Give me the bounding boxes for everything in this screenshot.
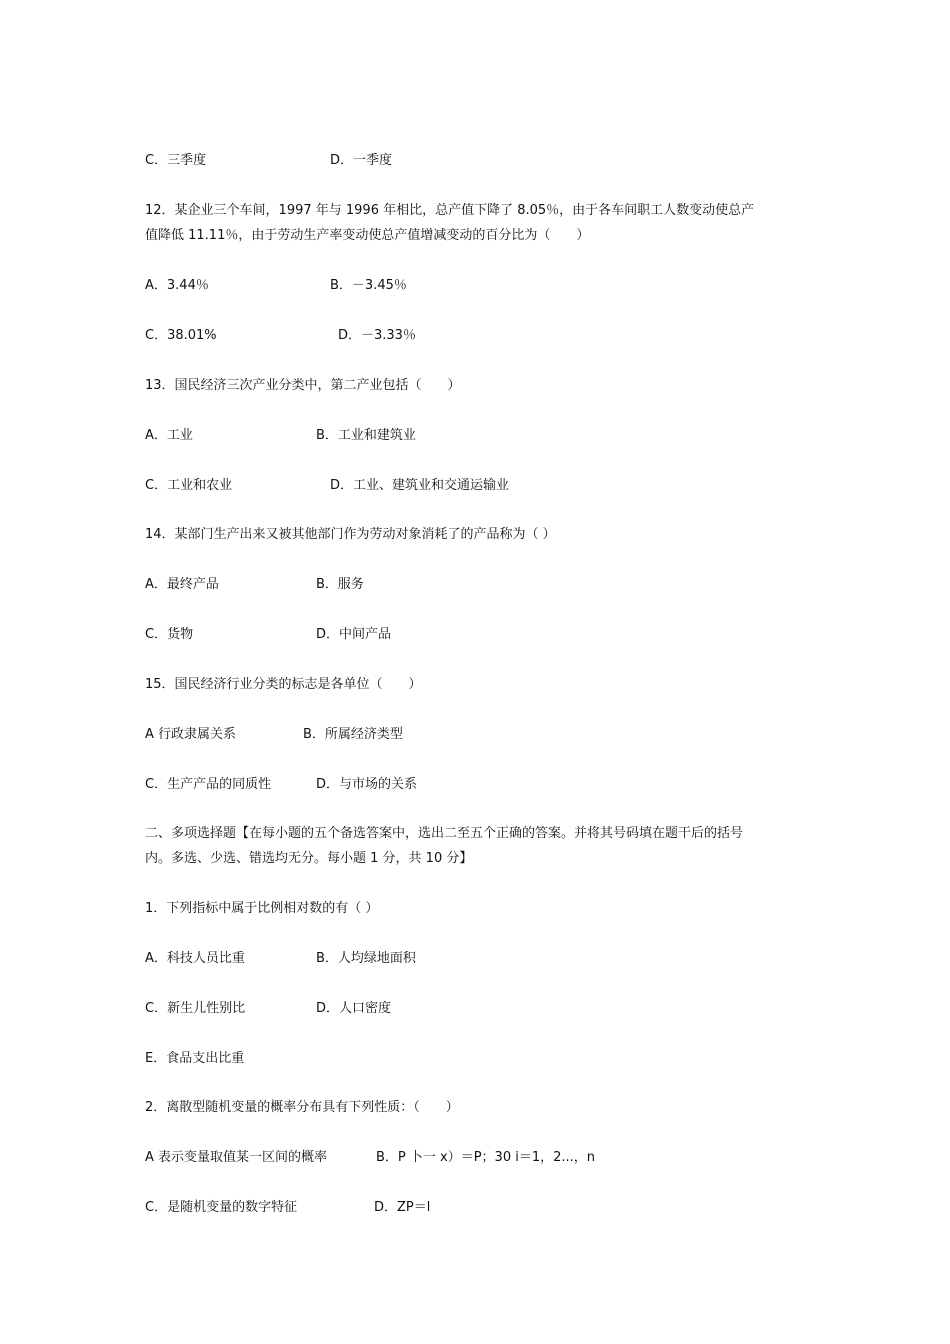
section-heading-line: 二、多项选择题【在每小题的五个备选答案中，选出二至五个正确的答案。并将其号码填在题干后的括号 <box>145 826 744 841</box>
option-b: B．人均绿地面积 <box>316 951 416 966</box>
question-stem: 14．某部门生产出来又被其他部门作为劳动对象消耗了的产品称为（ ） <box>145 527 556 542</box>
option-c: C．三季度 <box>145 153 207 168</box>
option-c: C．生产产品的同质性 <box>145 777 272 792</box>
option-d: D．人口密度 <box>316 1001 392 1016</box>
option-c: C．是随机变量的数字特征 <box>145 1200 298 1215</box>
question-stem: 1．下列指标中属于比例相对数的有（ ） <box>145 901 379 916</box>
option-a: A．工业 <box>145 428 193 443</box>
option-d: D．ZP＝l <box>374 1200 431 1215</box>
option-b: B．所属经济类型 <box>303 727 403 742</box>
option-c: C．38.01% <box>145 328 217 343</box>
option-d: D．中间产品 <box>316 627 392 642</box>
option-a: A 表示变量取值某一区间的概率 <box>145 1150 328 1165</box>
option-b: B．P 卜一 x）＝P；30 i＝1，2...，n <box>376 1150 596 1165</box>
option-d: D．与市场的关系 <box>316 777 418 792</box>
option-d: D．－3.33％ <box>338 328 416 343</box>
option-a: A．3.44％ <box>145 278 209 293</box>
option-a: A．科技人员比重 <box>145 951 245 966</box>
option-e: E．食品支出比重 <box>145 1051 245 1066</box>
question-stem: 12．某企业三个车间，1997 年与 1996 年相比，总产值下降了 8.05％，由于各车间职工人数变动使总产 <box>145 203 755 218</box>
option-a: A．最终产品 <box>145 577 219 592</box>
question-stem: 15．国民经济行业分类的标志是各单位（ ） <box>145 677 422 692</box>
option-c: C．货物 <box>145 627 194 642</box>
option-d: D．工业、建筑业和交通运输业 <box>330 478 510 493</box>
option-d: D．一季度 <box>330 153 393 168</box>
option-b: B．工业和建筑业 <box>316 428 416 443</box>
option-c: C．工业和农业 <box>145 478 233 493</box>
question-stem: 13．国民经济三次产业分类中，第二产业包括（ ） <box>145 378 461 393</box>
option-a: A 行政隶属关系 <box>145 727 237 742</box>
question-stem: 2．离散型随机变量的概率分布具有下列性质：（ ） <box>145 1100 459 1115</box>
section-heading-line-cont: 内。多选、少选、错选均无分。每小题 1 分，共 10 分】 <box>145 851 473 866</box>
question-stem-cont: 值降低 11.11％，由于劳动生产率变动使总产值增减变动的百分比为（ ） <box>145 228 590 243</box>
option-b: B．服务 <box>316 577 364 592</box>
option-b: B．－3.45％ <box>330 278 407 293</box>
option-c: C．新生儿性别比 <box>145 1001 246 1016</box>
